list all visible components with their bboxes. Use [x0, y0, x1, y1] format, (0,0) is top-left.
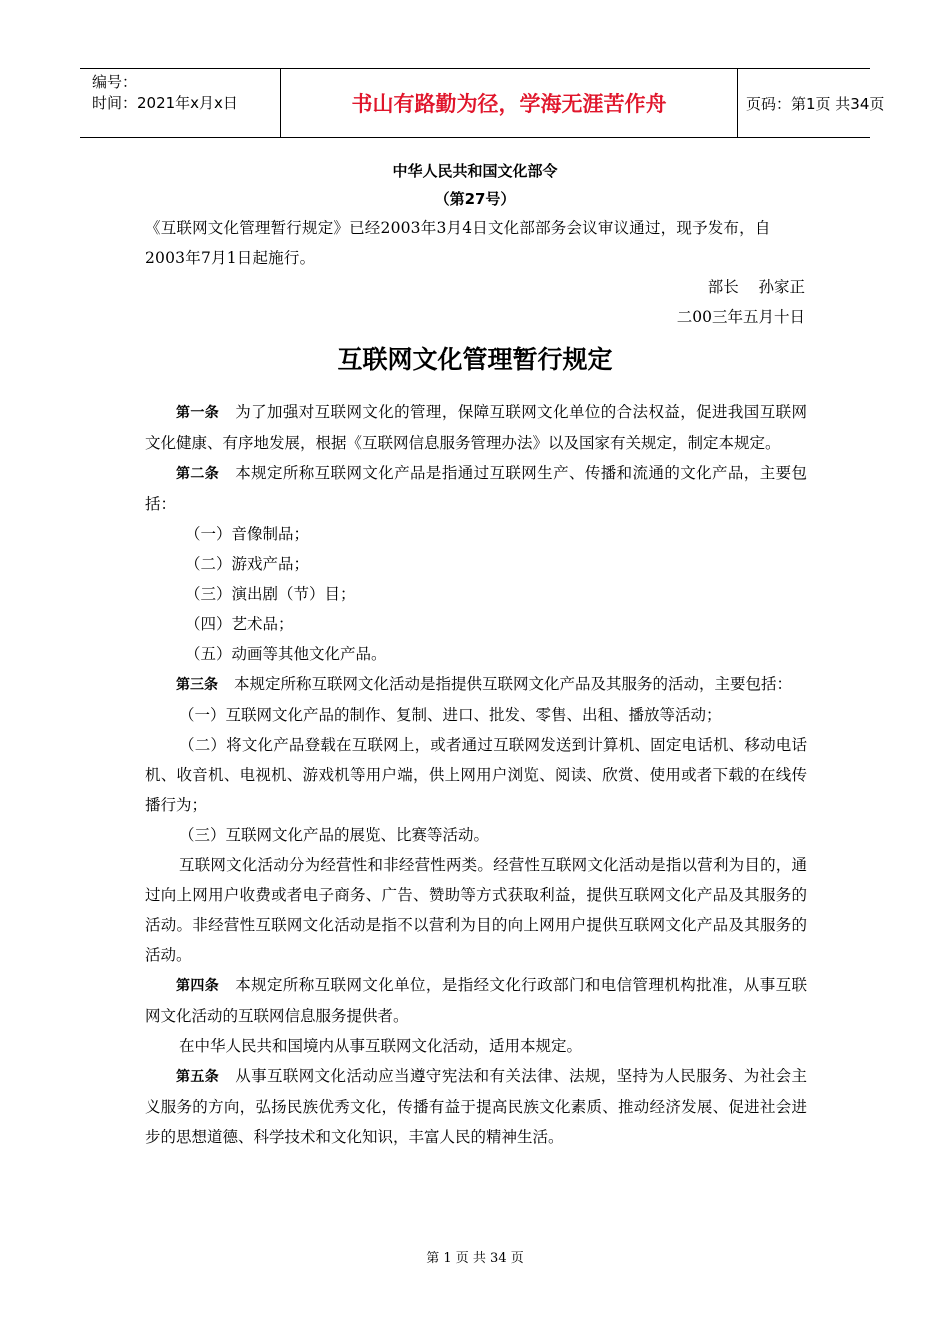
- decree-date: 二00三年五月十日: [676, 308, 805, 326]
- list-item: （三）演出剧（节）目；: [185, 585, 356, 603]
- article-text: 本规定所称互联网文化单位，是指经文化行政部门和电信管理机构批准，从事互联网文化活动的互联网信息服务提供者。: [145, 976, 807, 1025]
- paragraph: 在中华人民共和国境内从事互联网文化活动，适用本规定。: [179, 1037, 583, 1055]
- header-meta: [80, 69, 280, 137]
- article-3: [145, 669, 807, 700]
- article-text: 本规定所称互联网文化活动是指提供互联网文化产品及其服务的活动，主要包括：: [234, 675, 793, 693]
- decree-signer: 部长 孙家正: [707, 278, 805, 296]
- article-4: [145, 970, 807, 1031]
- decree-number: （第27号）: [434, 190, 516, 208]
- list-item: （三）互联网文化产品的展览、比赛等活动。: [179, 826, 490, 844]
- article-label: 第一条: [176, 405, 220, 421]
- time-label: 时间：2021年x月x日: [92, 94, 238, 112]
- decree-intro: 《互联网文化管理暂行规定》已经2003年3月4日文化部部务会议审议通过，现予发布，自2003年7月1日起施行。: [145, 219, 771, 267]
- header-motto: [280, 69, 738, 137]
- document-body: [145, 397, 807, 1152]
- list-item: （五）动画等其他文化产品。: [185, 645, 387, 663]
- article-text: 本规定所称互联网文化产品是指通过互联网生产、传播和流通的文化产品，主要包括：: [145, 464, 807, 513]
- list-item: （四）艺术品；: [185, 615, 294, 633]
- document-title: 互联网文化管理暂行规定: [337, 345, 613, 374]
- article-text: 为了加强对互联网文化的管理，保障互联网文化单位的合法权益，促进我国互联网文化健康、有序地发展，根据《互联网信息服务管理办法》以及国家有关规定，制定本规定。: [145, 403, 807, 452]
- article-label: 第四条: [176, 978, 220, 994]
- article-label: 第二条: [176, 466, 220, 482]
- article-label: 第三条: [176, 677, 218, 693]
- decree-title: 中华人民共和国文化部令: [392, 162, 558, 180]
- article-label: 第五条: [176, 1069, 220, 1085]
- list-item: （一）互联网文化产品的制作、复制、进口、批发、零售、出租、播放等活动；: [179, 706, 722, 724]
- article-1: [145, 397, 807, 458]
- paragraph: 互联网文化活动分为经营性和非经营性两类。经营性互联网文化活动是指以营利为目的，通过向上网用户收费或者电子商务、广告、赞助等方式获取利益，提供互联网文化产品及其服务的活动。非经营性互联网文化活动是指不以营利为目的向上网用户提供互联网文化产品及其服务的活动。: [145, 856, 807, 964]
- list-item: （一）音像制品；: [185, 525, 310, 543]
- list-item: （二）游戏产品；: [185, 555, 310, 573]
- article-text: 从事互联网文化活动应当遵守宪法和有关法律、法规，坚持为人民服务、为社会主义服务的方向，弘扬民族优秀文化，传播有益于提高民族文化素质、推动经济发展、促进社会进步的思想道德、科学技术和文化知识，丰富人民的精神生活。: [145, 1067, 807, 1146]
- page-label: 页码：第1页 共34页: [746, 94, 885, 113]
- motto-text: 书山有路勤为径，学海无涯苦作舟: [351, 92, 667, 116]
- document-header: [80, 68, 885, 138]
- code-label: 编号：: [92, 73, 138, 91]
- list-item: （二）将文化产品登载在互联网上，或者通过互联网发送到计算机、固定电话机、移动电话机、收音机、电视机、游戏机等用户端，供上网用户浏览、阅读、欣赏、使用或者下载的在线传播行为；: [145, 736, 807, 814]
- article-5: [145, 1061, 807, 1152]
- page-footer: 第 1 页 共 34 页: [426, 1251, 524, 1266]
- article-2: [145, 458, 807, 519]
